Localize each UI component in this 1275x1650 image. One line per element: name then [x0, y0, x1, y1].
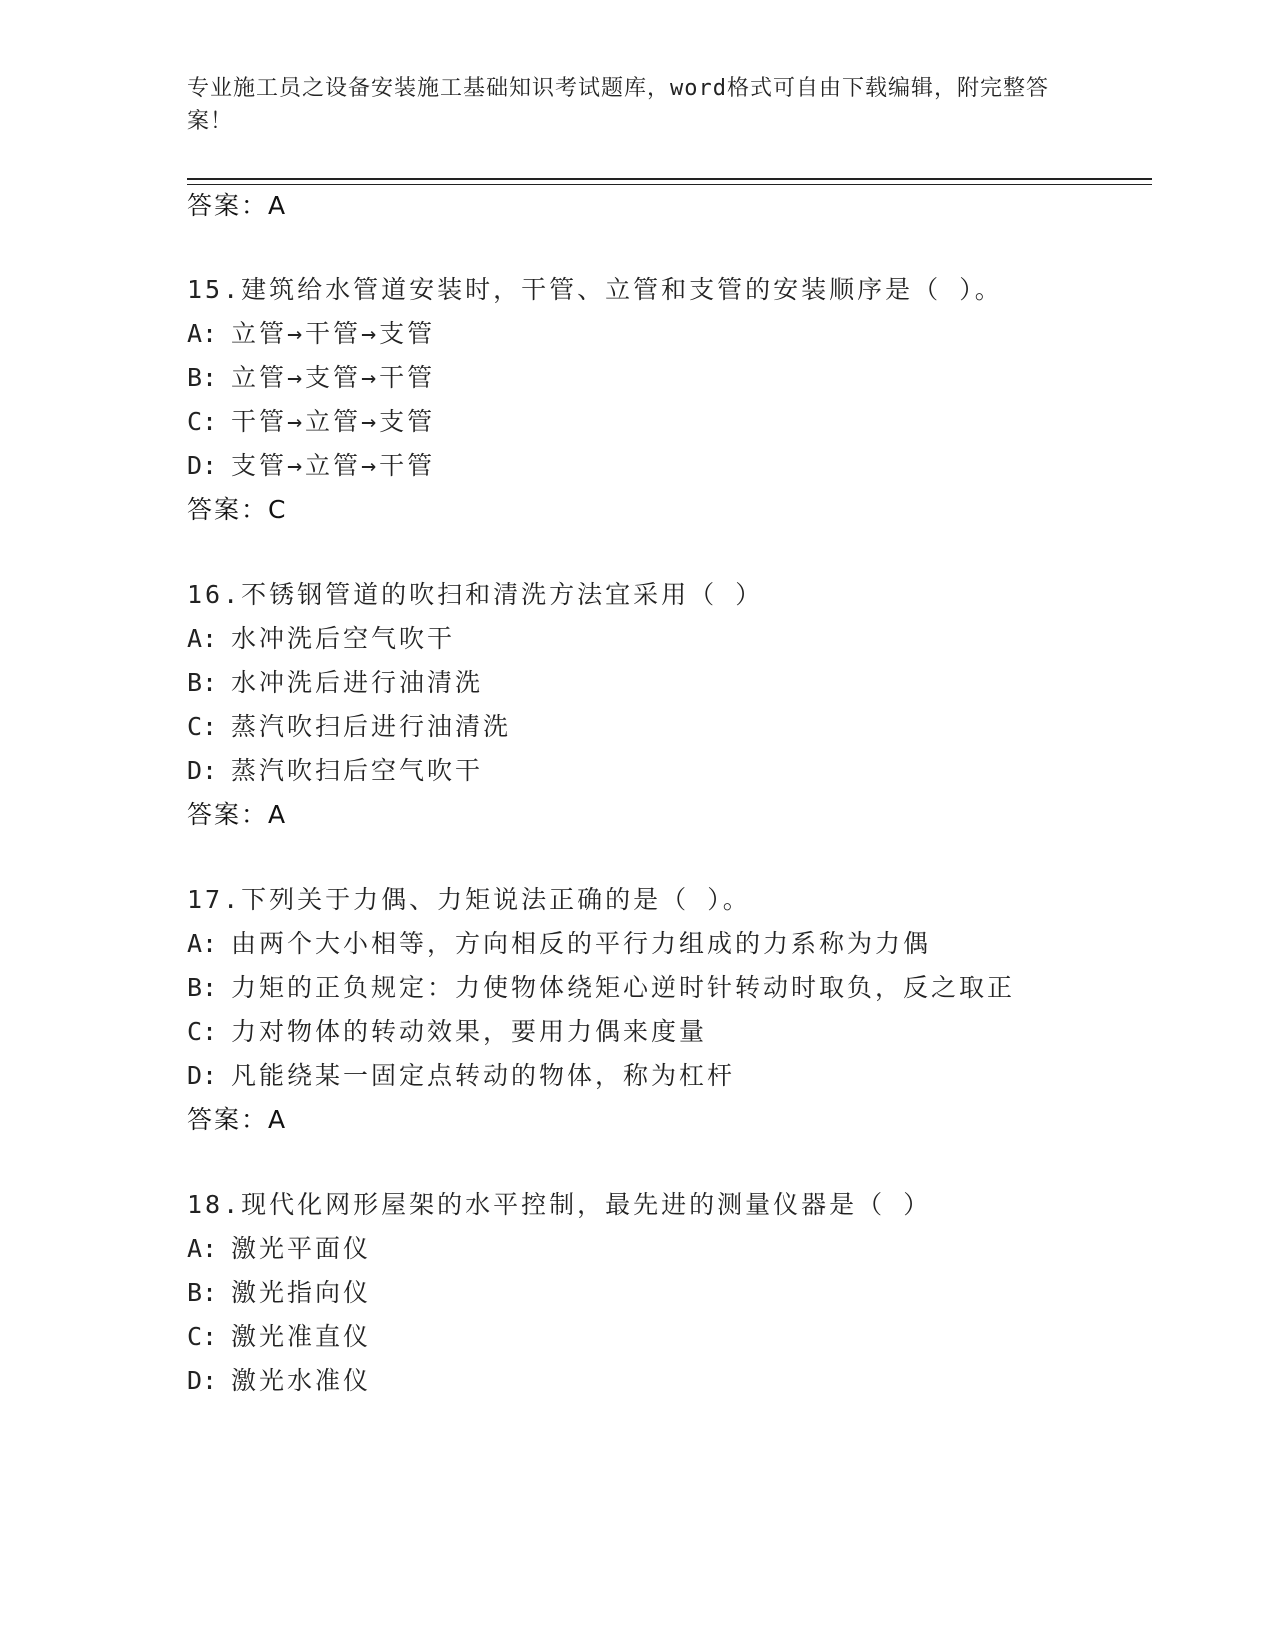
option-label: D:	[187, 756, 218, 785]
option-label: C:	[187, 407, 218, 436]
option-label: C:	[187, 712, 218, 741]
question-16-option-a	[187, 623, 455, 655]
question-17-option-a	[187, 928, 931, 960]
question-18-option-b	[187, 1277, 371, 1309]
option-text: 凡能绕某一固定点转动的物体，称为杠杆	[231, 1061, 736, 1090]
option-label: D:	[187, 1366, 218, 1395]
question-15-option-d	[187, 450, 435, 482]
question-16-option-b	[187, 667, 483, 699]
option-label: C:	[187, 1017, 218, 1046]
question-18-option-a	[187, 1233, 371, 1265]
previous-answer: 答案：A	[187, 191, 288, 220]
question-17-option-d	[187, 1060, 735, 1092]
option-label: B:	[187, 363, 218, 392]
option-label: D:	[187, 451, 218, 480]
question-17-option-c	[187, 1016, 707, 1048]
question-16-answer: 答案：A	[187, 800, 288, 829]
question-18-option-d	[187, 1365, 371, 1397]
option-label: A:	[187, 624, 218, 653]
question-15-option-b	[187, 362, 435, 394]
option-label: A:	[187, 929, 218, 958]
option-text: 水冲洗后进行油清洗	[231, 668, 484, 697]
question-17-option-b	[187, 972, 1015, 1004]
question-16-stem: 16.不锈钢管道的吹扫和清洗方法宜采用（ ）	[187, 580, 764, 609]
option-text: 力矩的正负规定：力使物体绕矩心逆时针转动时取负，反之取正	[231, 973, 1016, 1002]
option-text: 支管→立管→干管	[231, 451, 436, 480]
option-text: 干管→立管→支管	[231, 407, 436, 436]
option-label: A:	[187, 1234, 218, 1263]
option-text: 水冲洗后空气吹干	[231, 624, 456, 653]
question-16-option-d	[187, 755, 483, 787]
question-18-option-c	[187, 1321, 371, 1353]
option-label: A:	[187, 319, 218, 348]
option-text: 激光水准仪	[231, 1366, 372, 1395]
option-text: 激光指向仪	[231, 1278, 372, 1307]
option-text: 立管→干管→支管	[231, 319, 436, 348]
option-label: C:	[187, 1322, 218, 1351]
question-16-option-c	[187, 711, 511, 743]
option-label: B:	[187, 973, 218, 1002]
option-label: D:	[187, 1061, 218, 1090]
option-text: 由两个大小相等，方向相反的平行力组成的力系称为力偶	[231, 929, 932, 958]
question-15-stem: 15.建筑给水管道安装时，干管、立管和支管的安装顺序是（ ）。	[187, 275, 1003, 304]
question-17-stem: 17.下列关于力偶、力矩说法正确的是（ ）。	[187, 885, 751, 914]
option-text: 力对物体的转动效果，要用力偶来度量	[231, 1017, 708, 1046]
option-label: B:	[187, 1278, 218, 1307]
question-15-option-a	[187, 318, 435, 350]
option-text: 激光平面仪	[231, 1234, 372, 1263]
option-text: 立管→支管→干管	[231, 363, 436, 392]
header-rule-thick	[187, 178, 1152, 180]
option-text: 激光准直仪	[231, 1322, 372, 1351]
option-label: B:	[187, 668, 218, 697]
question-15-option-c	[187, 406, 435, 438]
option-text: 蒸汽吹扫后进行油清洗	[231, 712, 512, 741]
option-text: 蒸汽吹扫后空气吹干	[231, 756, 484, 785]
question-15-answer: 答案：C	[187, 495, 288, 524]
question-18-stem: 18.现代化网形屋架的水平控制，最先进的测量仪器是（ ）	[187, 1190, 932, 1219]
header-rule-thin	[187, 184, 1152, 185]
document-header-text: 专业施工员之设备安装施工基础知识考试题库，word格式可自由下载编辑，附完整答案！	[187, 76, 1049, 134]
question-17-answer: 答案：A	[187, 1105, 288, 1134]
